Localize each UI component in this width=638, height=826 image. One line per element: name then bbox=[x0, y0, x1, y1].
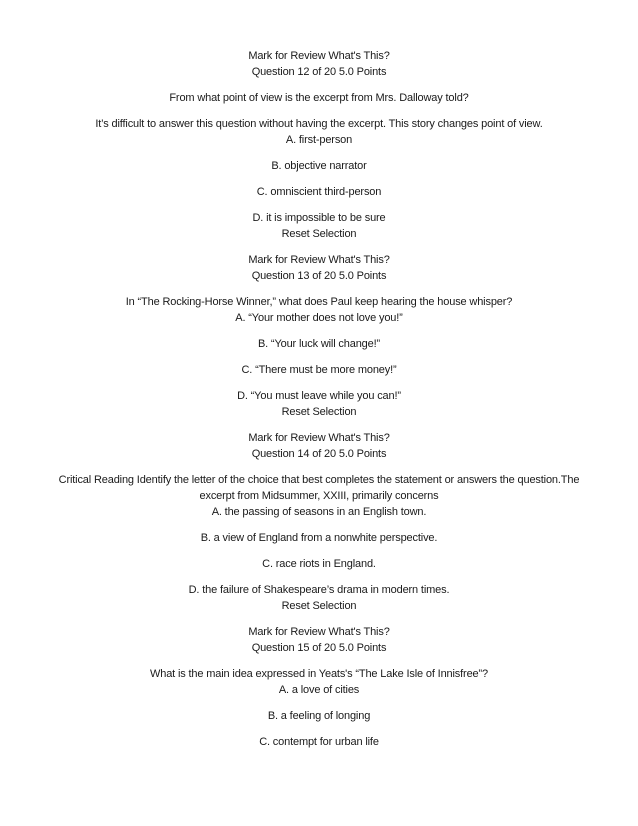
question-prompt: In “The Rocking-Horse Winner,” what does Paul keep hearing the house whisper? bbox=[125, 296, 513, 308]
reset-selection-link[interactable]: Reset Selection bbox=[281, 600, 357, 612]
question-header: Question 15 of 20 5.0 Points bbox=[251, 642, 387, 654]
question-header: Question 14 of 20 5.0 Points bbox=[251, 448, 387, 460]
answer-option-c[interactable]: C. omniscient third-person bbox=[256, 186, 382, 198]
answer-option-a[interactable]: A. the passing of seasons in an English town. bbox=[211, 506, 427, 518]
question-block-12 bbox=[0, 48, 638, 242]
answer-option-c[interactable]: C. “There must be more money!” bbox=[241, 364, 397, 376]
answer-option-c[interactable]: C. race riots in England. bbox=[262, 558, 376, 570]
question-prompt: Critical Reading Identify the letter of the choice that best completes the statement or answers the question.The excerpt from Midsummer, XXIII, primarily concerns bbox=[58, 474, 583, 502]
answer-option-b[interactable]: B. a view of England from a nonwhite perspective. bbox=[200, 532, 438, 544]
reset-selection-link[interactable]: Reset Selection bbox=[281, 228, 357, 240]
answer-option-d[interactable]: D. “You must leave while you can!” bbox=[237, 390, 401, 402]
question-header: Question 12 of 20 5.0 Points bbox=[251, 66, 387, 78]
mark-for-review-link[interactable]: Mark for Review What's This? bbox=[248, 254, 390, 266]
answer-option-d[interactable]: D. the failure of Shakespeare’s drama in modern times. bbox=[188, 584, 450, 596]
answer-option-d[interactable]: D. it is impossible to be sure bbox=[252, 212, 386, 224]
answer-option-a[interactable]: A. “Your mother does not love you!” bbox=[235, 312, 403, 324]
mark-for-review-link[interactable]: Mark for Review What's This? bbox=[248, 50, 390, 62]
answer-option-b[interactable]: B. “Your luck will change!” bbox=[257, 338, 381, 350]
question-block-15 bbox=[0, 624, 638, 750]
question-prompt: What is the main idea expressed in Yeats's “The Lake Isle of Innisfree”? bbox=[150, 668, 488, 680]
mark-for-review-link[interactable]: Mark for Review What's This? bbox=[248, 626, 390, 638]
question-block-13 bbox=[0, 252, 638, 420]
question-note: It’s difficult to answer this question without having the excerpt. This story changes point of view. bbox=[95, 118, 543, 130]
question-header: Question 13 of 20 5.0 Points bbox=[251, 270, 387, 282]
answer-option-a[interactable]: A. first-person bbox=[285, 134, 353, 146]
mark-for-review-link[interactable]: Mark for Review What's This? bbox=[248, 432, 390, 444]
answer-option-b[interactable]: B. a feeling of longing bbox=[267, 710, 371, 722]
document-page bbox=[0, 48, 638, 750]
question-block-14 bbox=[0, 430, 638, 614]
answer-option-a[interactable]: A. a love of cities bbox=[278, 684, 360, 696]
question-prompt: From what point of view is the excerpt from Mrs. Dalloway told? bbox=[169, 92, 469, 104]
answer-option-b[interactable]: B. objective narrator bbox=[271, 160, 367, 172]
reset-selection-link[interactable]: Reset Selection bbox=[281, 406, 357, 418]
answer-option-c[interactable]: C. contempt for urban life bbox=[259, 736, 379, 748]
